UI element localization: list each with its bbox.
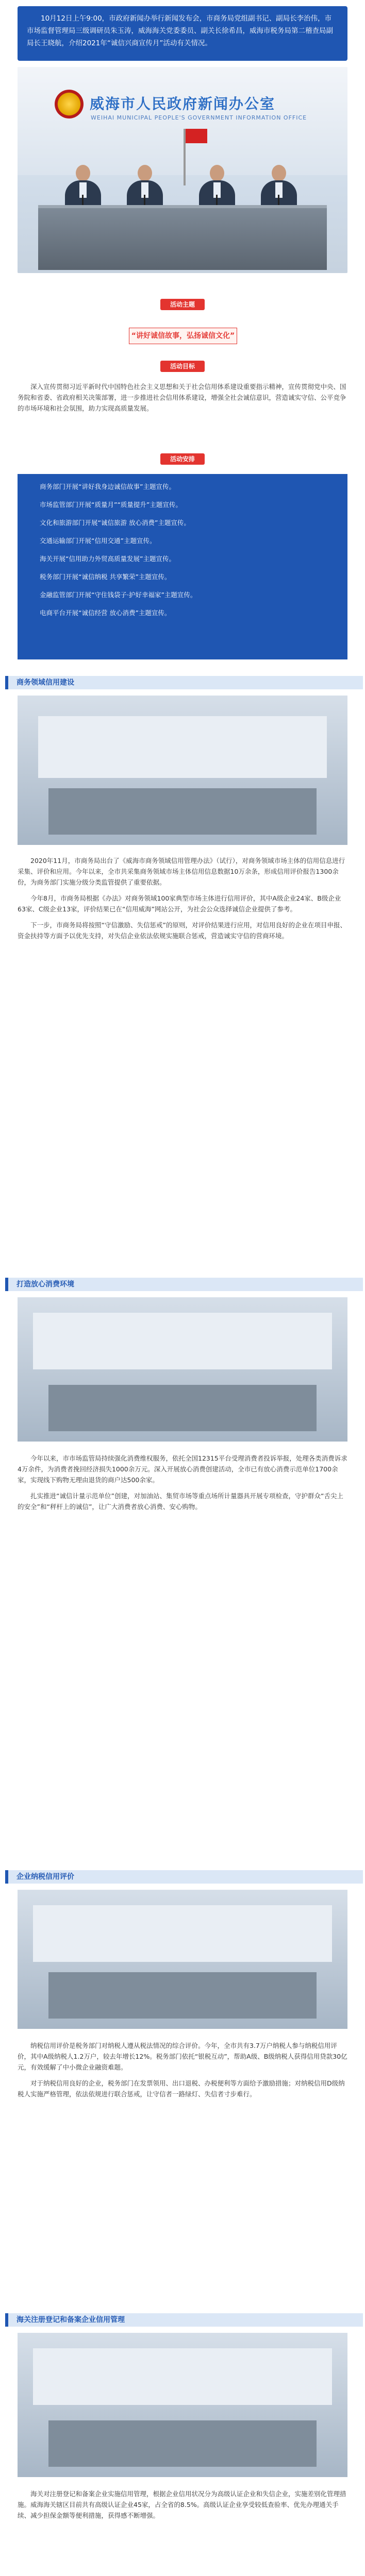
commerce-photo (18, 696, 347, 845)
paragraph: 海关对注册登记和备案企业实施信用管理，根据企业信用状况分为高级认证企业和失信企业，实施差别化管理措施。威海海关辖区目前共有高级认证企业45家，占全省的8.5%。高级认证企业享受较低查验率、优先办理通关手续、减少担保金额等便利措施，获得感不断增强。 (18, 2490, 346, 2519)
hero-photo (18, 67, 347, 273)
tax-text (18, 2040, 347, 2099)
paragraph: 2020年11月，市商务局出台了《威海市商务领域信用管理办法》（试行），对商务领域市场主体的信用信息进行采集、评价和应用。今年以来，全市共采集商务领域市场主体信用信息数据10万余条，形成信用评价报告1300余份，为商务部门实施分级分类监管提供了重要依据。 (18, 857, 345, 886)
tasks-panel (18, 474, 347, 659)
paragraph: 扎实推进“诚信计量示范单位”创建，对加油站、集贸市场等重点场所计量器具开展专项检查，守护群众“舌尖上的安全”和“秤杆上的诚信”，让广大消费者放心消费、安心购物。 (18, 1492, 343, 1511)
chapter-header-commerce (5, 676, 363, 689)
summary-box (18, 6, 347, 61)
backdrop-title: 威海市人民政府新闻办公室 (90, 95, 276, 112)
paragraph: 下一步，市商务局将按照“守信激励、失信惩戒”的原则，对评价结果进行应用，对信用良好的企业在项目申报、资金扶持等方面予以优先支持，对失信企业依法依规实施联合惩戒，营造诚实守信的营商环境。 (18, 921, 346, 940)
paragraph: 今年以来，市市场监管局持续强化消费维权服务，依托全国12315平台受理消费者投诉举报，处理各类消费诉求4万余件，为消费者挽回经济损失1000余万元。深入开展放心消费创建活动，全市已有放心消费示范单位1700余家，实现线下购物无理由退货的商户达500余家。 (18, 1454, 347, 1484)
chapter-title: 打造放心消费环境 (16, 1280, 74, 1289)
paragraph: 纳税信用评价是税务部门对纳税人遵从税法情况的综合评价。今年，全市共有3.7万户纳税人参与纳税信用评价，其中A级纳税人1.2万户，较去年增长12%。税务部门依托“银税互动”，帮助A级、B级纳税人获得信用贷款30亿元，有效缓解了中小微企业融资难题。 (18, 2042, 347, 2071)
task-item: 海关开展“信用助力外贸高质量发展”主题宣传。 (40, 555, 175, 563)
chapter-title: 海关注册登记和备案企业信用管理 (16, 2316, 125, 2324)
consumer-photo (18, 1297, 347, 1442)
section-label-tasks: 活动安排 (160, 453, 205, 465)
paragraph: 今年8月，市商务局根据《办法》对商务领域100家典型市场主体进行信用评价，其中A级企业24家、B级企业63家、C级企业13家，评价结果已在“信用威海”网站公开，为社会公众选择诚信企业提供了参考。 (18, 894, 341, 913)
task-item: 税务部门开展“诚信纳税 共享繁荣”主题宣传。 (40, 573, 171, 581)
customs-photo (18, 2333, 347, 2477)
press-table (38, 205, 327, 270)
chapter-title: 企业纳税信用评价 (16, 1873, 74, 1881)
task-item: 金融监管部门开展“守住钱袋子·护好幸福家”主题宣传。 (40, 591, 197, 599)
task-item: 文化和旅游部门开展“诚信旅游 放心消费”主题宣传。 (40, 519, 190, 527)
task-item: 电商平台开展“诚信经营 放心消费”主题宣传。 (40, 609, 171, 617)
task-item: 交通运输部门开展“信用交通”主题宣传。 (40, 537, 156, 545)
chapter-header-consumer (5, 1278, 363, 1291)
national-emblem-icon (55, 90, 84, 118)
purpose-text: 深入宣传贯彻习近平新时代中国特色社会主义思想和关于社会信用体系建设重要指示精神，宣传贯彻党中央、国务院和省委、省政府相关决策部署，进一步推进社会信用体系建设，增强全社会诚信意识，营造诚实守信、公平竞争的市场环境和社会氛围，助力实现高质量发展。 (18, 383, 346, 412)
commerce-text (18, 855, 347, 941)
backdrop-subtitle: WEIHAI MUNICIPAL PEOPLE'S GOVERNMENT INFORMATION OFFICE (91, 114, 307, 121)
purpose-text-block (18, 381, 347, 414)
section-label-purpose: 活动目标 (160, 361, 205, 372)
task-item: 商务部门开展“讲好我身边诚信故事”主题宣传。 (40, 483, 175, 490)
tax-photo (18, 1890, 347, 2029)
section-label-theme: 活动主题 (160, 299, 205, 310)
task-item: 市场监管部门开展“质量月”“质量提升”主题宣传。 (40, 501, 182, 509)
flag-icon (184, 129, 186, 185)
backdrop-wall (18, 67, 347, 175)
customs-text (18, 2488, 347, 2521)
summary-text: 10月12日上午9:00，市政府新闻办举行新闻发布会，市商务局党组副书记、副局长李治伟，市市场监督管理局三级调研员朱玉涛，威海海关党委委员、副关长徐希昌，威海市税务局第二稽查局副局长王晓航，介绍2021年“诚信兴商宣传月”活动有关情况。 (27, 14, 333, 47)
consumer-text (18, 1453, 347, 1512)
chapter-header-customs (5, 2313, 363, 2327)
chapter-title: 商务领域信用建设 (16, 679, 74, 687)
activity-theme-text: “讲好诚信故事，弘扬诚信文化” (129, 328, 237, 344)
paragraph: 对于纳税信用良好的企业，税务部门在发票领用、出口退税、办税便利等方面给予激励措施；对纳税信用D级纳税人实施严格管理，依法依规进行联合惩戒，让守信者一路绿灯、失信者寸步难行。 (18, 2079, 345, 2098)
chapter-header-tax (5, 1870, 363, 1884)
